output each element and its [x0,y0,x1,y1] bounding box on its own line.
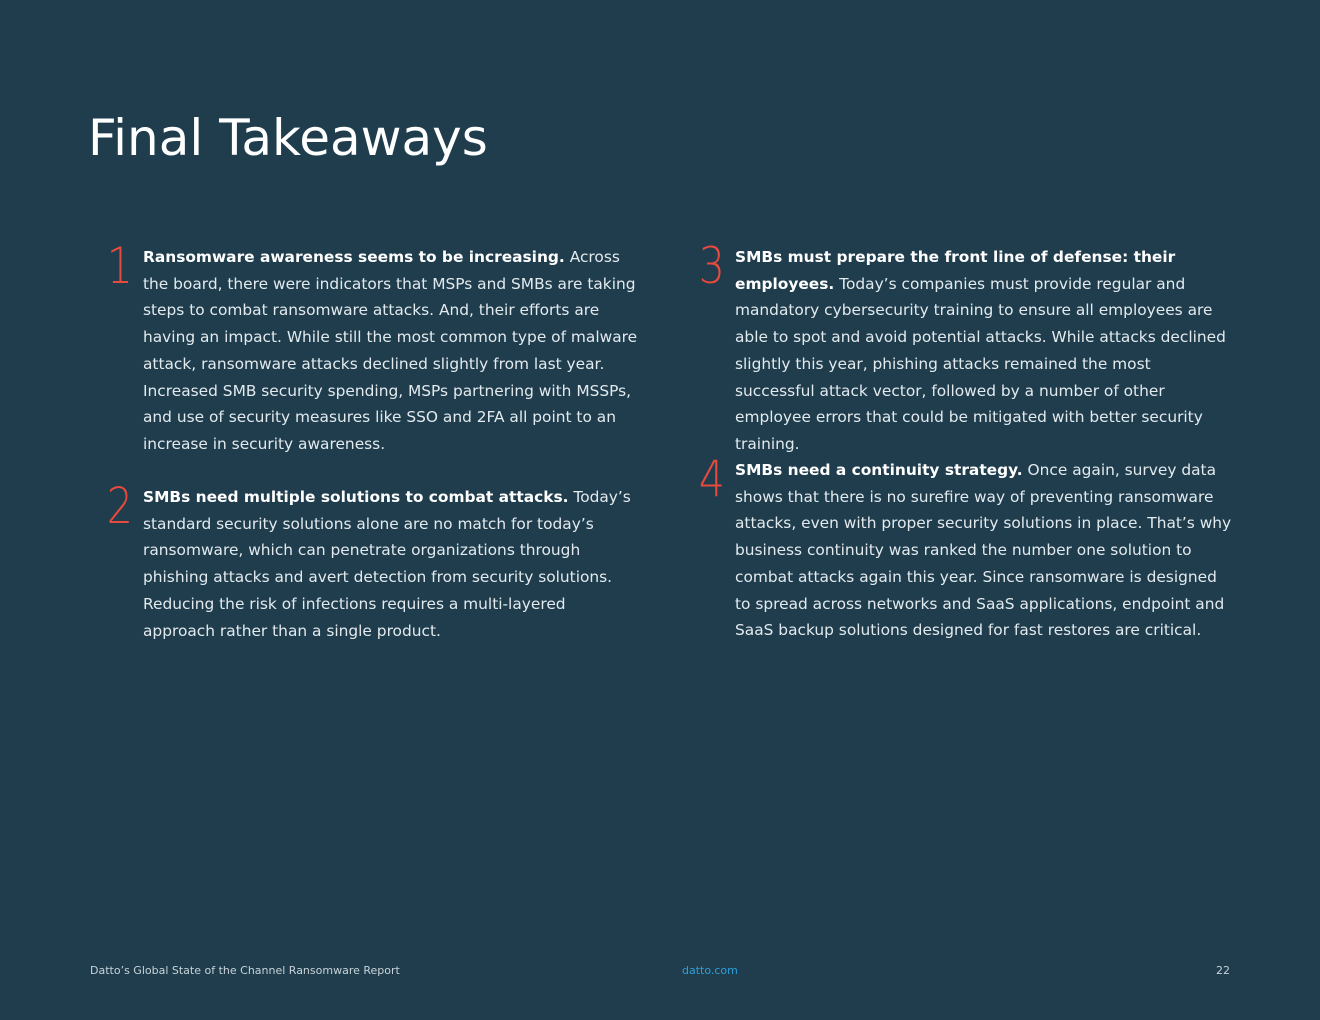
takeaway-body: Today’s companies must provide regular and mandatory cybersecurity training to ensure all employees are able to spot and avoid potential attacks. While attacks declined slightly this year, phishing attacks remained the most successful attack vector, followed by a number of other employee errors that could be mitigated with better security training. [735,274,1226,453]
takeaway-heading: SMBs need a continuity strategy. [735,461,1023,479]
takeaway-body: Once again, survey data shows that there is no surefire way of preventing ransomware attacks, even with proper security solutions in place. That’s why business continuity was ranked the number one solution to combat attacks again this year. Since ransomware is designed to spread across networks and SaaS applications, endpoint and SaaS backup solutions designed for fast restores are critical. [735,461,1232,640]
takeaway-text [735,457,1235,644]
takeaway-number: 1 [106,237,133,295]
takeaway-text [143,244,639,458]
takeaway-body: Today’s standard security solutions alone are no match for today’s ransomware, which can penetrate organizations through phishing attacks and avert detection from security solutions. Reducing the risk of infections requires a multi-layered approach rather than a single product. [143,488,631,640]
takeaway-heading: Ransomware awareness seems to be increasing. [143,248,565,266]
takeaway-4 [698,450,1235,644]
takeaway-1 [106,237,639,458]
takeaway-number: 4 [698,450,725,508]
takeaway-heading: SMBs need multiple solutions to combat attacks. [143,488,569,506]
footer-website-link[interactable]: datto.com [682,964,738,977]
takeaway-body: Across the board, there were indicators that MSPs and SMBs are taking steps to combat ransomware attacks. And, their efforts are having an impact. While still the most common type of malware attack, ransomware attacks declined slightly from last year. Increased SMB security spending, MSPs partnering with MSSPs, and use of security measures like SSO and 2FA all point to an increase in security awareness. [143,248,638,453]
takeaway-text [735,244,1235,458]
takeaway-number: 2 [106,477,133,535]
takeaway-text [143,484,639,644]
takeaway-2 [106,477,639,644]
takeaway-heading: SMBs must prepare the front line of defense: their employees. [735,248,1176,293]
footer-report-name: Datto’s Global State of the Channel Ransomware Report [90,964,400,977]
footer-page-number: 22 [1216,964,1230,977]
takeaway-number: 3 [698,237,725,295]
takeaway-3 [698,237,1235,458]
page-title: Final Takeaways [88,109,488,167]
